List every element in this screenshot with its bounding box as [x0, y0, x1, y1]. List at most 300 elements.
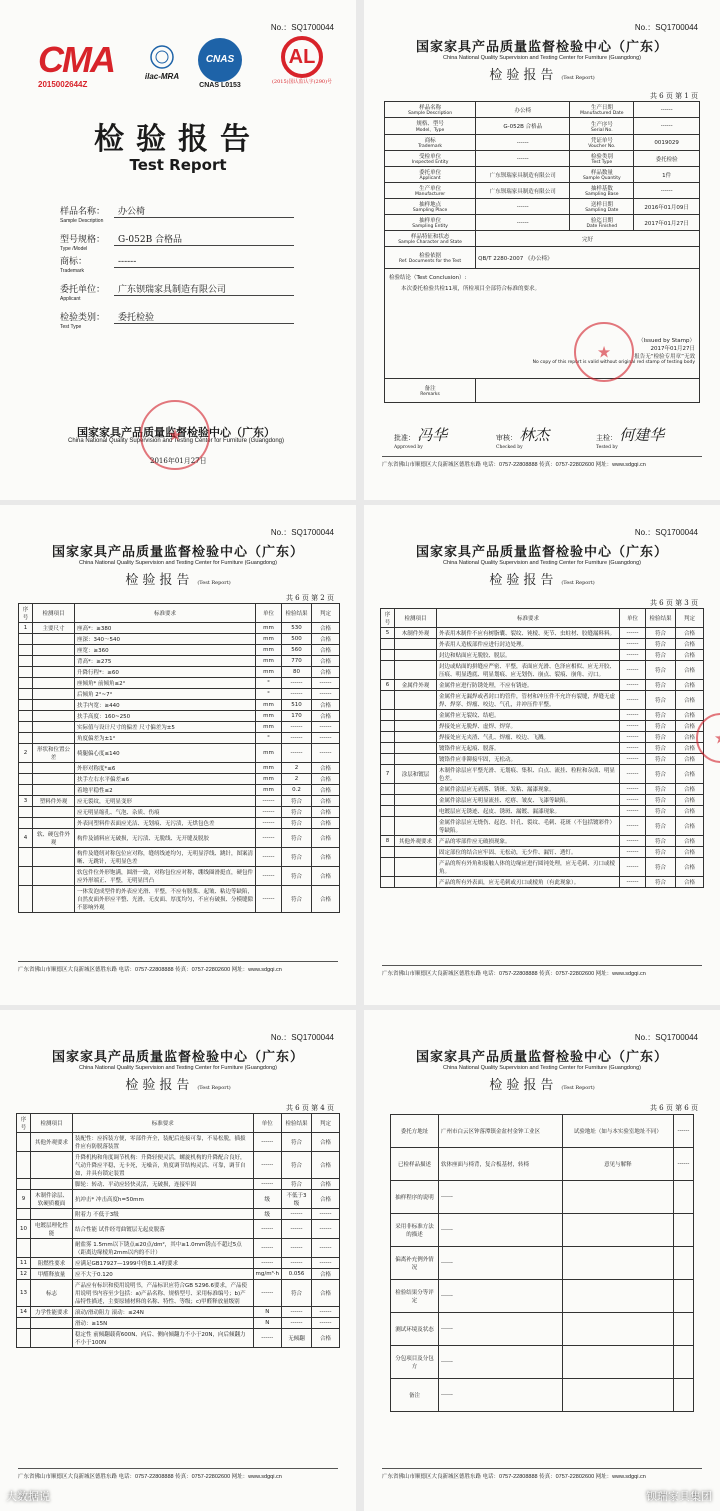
- table-cell: 金属件应进行防锈处理，不应有锈迹。: [437, 680, 620, 691]
- table-cell: [395, 721, 437, 732]
- table-cell: 符合: [646, 680, 676, 691]
- report-page-1: No.：SQ1700044 国家家具产品质量监督检验中心（广东） China National Quality Supervision and Testing Center for Furniture (Guangdong) 检验报告 (Test Report) 共 6 页 第 1 页 样品名称 Sample Description 办公椅 生产日期 Manufactured Date ------ 规格、型号 Model、Type G-052B 合格品 生产序号 Serial No. ------ 商标 Trademark ------ 凭证单号 Voucher No. 0019029 受检单位 Inspected Entity ------ 检验类别 Test Type 委托检验 委托单位 Applicant 广东钡瑞家具制造有限公司 样品数量 Sample Quantity 1件 生产单位 Manufacturer 广东钡瑞家具制造有限公司 抽样基数 Sampling Base ------ 抽样地点 Sampling Place ------ 送样日期 Sampling Date 2016年01月09日 抽样单位 Sampling Entity ------ 验迄日期 Date Finished 2017年01月27日 样品特征和状态 Sample Character and State 完好 检验依据 Ref. Documents for the Test QB/T 2280-2007 《办公椅》 检验结论（Test Conclusion）: 本次委托检验共检11项，所检项目全部符合标准的要求。 （Issued by Stamp） 2017年01月27日 报告无“检验专用章”无效 No copy of this report is valid without original red stamp of testing body 备注 Remarks ★ 批准： 冯华 Approved by 审核： 林杰 Checked by 主检： 何建华 Tested by 广东省佛山市顺德区大良新城区德胜东路 电话：0757-22808888 传真：0757-22802600 网址：www.sdgqi.cn: [364, 0, 720, 500]
- table-cell: [33, 818, 75, 829]
- table-cell: [395, 858, 437, 877]
- table-row: [381, 710, 704, 721]
- table-cell: [395, 784, 437, 795]
- table-row: [17, 1318, 340, 1329]
- table-cell: [562, 1181, 673, 1214]
- table-cell: 合格: [676, 836, 704, 847]
- cnas-logo: CNAS CNAS L0153: [188, 38, 252, 89]
- table-row: [381, 858, 704, 877]
- table-cell: 座深：340～540: [75, 634, 256, 645]
- table-row: [385, 102, 700, 118]
- table-cell: [381, 743, 395, 754]
- table-cell: 合格: [676, 661, 704, 680]
- table-cell: 商标 Trademark: [385, 135, 476, 151]
- table-cell: 扶手内宽：≥440: [75, 700, 256, 711]
- table-cell: 合格: [676, 765, 704, 784]
- table-cell: mm: [256, 711, 282, 722]
- table-cell: 样品名称 Sample Description: [385, 102, 476, 118]
- table-cell: ------: [312, 1209, 340, 1220]
- table-cell: [395, 795, 437, 806]
- table-cell: 后倾角 2°~7°: [75, 689, 256, 700]
- table-cell: [17, 1318, 31, 1329]
- table-cell: 符合: [646, 710, 676, 721]
- table-cell: 合格: [676, 858, 704, 877]
- field-sample: 样品名称： 办公椅 Sample Description: [60, 204, 300, 224]
- table-cell: 扶手高度：160~250: [75, 711, 256, 722]
- table-cell: 170: [282, 711, 312, 722]
- table-cell: 符合: [646, 795, 676, 806]
- table-cell: ------: [673, 1115, 693, 1148]
- table-cell: ------: [476, 199, 570, 215]
- table-cell: ------: [620, 691, 646, 710]
- table-cell: [17, 1329, 31, 1348]
- table-cell: ------: [634, 102, 700, 118]
- table-row: [19, 623, 340, 634]
- table-cell: 结合性能 试件经弯曲镀层无起皮脱落: [73, 1220, 254, 1239]
- cover-subtitle: Test Report: [129, 156, 227, 174]
- table-cell: [395, 710, 437, 721]
- table-cell: ------: [620, 680, 646, 691]
- table-row: [19, 848, 340, 867]
- table-cell: 应满足GB17927—1999中的8.1.4的要求: [73, 1258, 254, 1269]
- table-cell: 产品的零部件应无破损现象。: [437, 836, 620, 847]
- table-row: [391, 1280, 694, 1313]
- table-cell: 符合: [646, 877, 676, 888]
- table-cell: 规格、型号 Model、Type: [385, 118, 476, 135]
- table-cell: [33, 733, 75, 744]
- table-row: [19, 689, 340, 700]
- table-cell: 1件: [634, 167, 700, 183]
- table-cell: 合格: [312, 667, 340, 678]
- table-cell: 符合: [646, 650, 676, 661]
- table-cell: ------: [439, 1346, 563, 1379]
- table-cell: 样品数量 Sample Quantity: [570, 167, 634, 183]
- table-cell: [395, 661, 437, 680]
- table-cell: 抽样地点 Sampling Place: [385, 199, 476, 215]
- table-cell: 合格: [312, 1133, 340, 1152]
- table-cell: 意见与解释: [562, 1148, 673, 1181]
- table-cell: 镀铬件应非铆接牢固，无松动。: [437, 754, 620, 765]
- table-cell: 7: [381, 765, 395, 784]
- check-signature: 审核： 林杰 Checked by: [496, 426, 550, 450]
- table-cell: 合格: [312, 763, 340, 774]
- table-cell: 合格: [312, 867, 340, 886]
- table-cell: [33, 848, 75, 867]
- table-cell: 软、硬包件外观: [33, 829, 75, 848]
- table-cell: ------: [476, 215, 570, 231]
- table-cell: 脚轮：转动、平动应轻快灵活，无破损，连接牢固: [73, 1179, 254, 1190]
- table-cell: 合格: [312, 1280, 340, 1307]
- table-cell: [381, 806, 395, 817]
- table-cell: [17, 1209, 31, 1220]
- table-cell: mm: [256, 623, 282, 634]
- table-cell: [31, 1329, 73, 1348]
- table-cell: 受检单位 Inspected Entity: [385, 151, 476, 167]
- table-cell: [395, 806, 437, 817]
- table-row: [19, 796, 340, 807]
- table-row: [17, 1133, 340, 1152]
- table-cell: [381, 754, 395, 765]
- table-cell: 外表用人造板部件应进行封边处理。: [437, 639, 620, 650]
- table-cell: 合格: [312, 785, 340, 796]
- table-row: [391, 1181, 694, 1214]
- table-cell: 木制件外观: [395, 628, 437, 639]
- table-cell: ------: [312, 1307, 340, 1318]
- table-cell: 力学性能要求: [31, 1307, 73, 1318]
- table-row: [17, 1190, 340, 1209]
- table-cell: 符合: [282, 829, 312, 848]
- table-cell: 构件及缝纫对称包位应对称，缝纫线迹均匀，无明显浮线、跳针，图案清晰、无跳针，无明显色差: [75, 848, 256, 867]
- table-cell: [33, 656, 75, 667]
- test-stamp: [574, 322, 634, 382]
- table-row: [391, 1313, 694, 1346]
- table-cell: [33, 700, 75, 711]
- table-cell: 滑动：≥15N: [73, 1318, 254, 1329]
- table-cell: [673, 1247, 693, 1280]
- table-header-cell: 检测项目: [31, 1114, 73, 1133]
- table-row: [381, 650, 704, 661]
- table-cell: [562, 1379, 673, 1412]
- table-cell: 广东钡瑞家具制造有限公司: [476, 167, 570, 183]
- table-row: [381, 817, 704, 836]
- table-row: [19, 818, 340, 829]
- table-cell: ------: [439, 1181, 563, 1214]
- table-row: [17, 1220, 340, 1239]
- table-cell: 500: [282, 634, 312, 645]
- table-cell: N: [253, 1318, 282, 1329]
- table-cell: 符合: [282, 807, 312, 818]
- table-cell: ------: [312, 1258, 340, 1269]
- report-number: No.：SQ1700044: [270, 23, 334, 32]
- table-cell: 甲醛释放量: [31, 1269, 73, 1280]
- table-row: [381, 806, 704, 817]
- table-cell: 合格: [676, 877, 704, 888]
- table-cell: 12: [17, 1269, 31, 1280]
- table-row: [19, 774, 340, 785]
- table-cell: 合格: [312, 656, 340, 667]
- table-cell: 升降机构和角度调节机构：升降轻便灵活，螺旋机构的升降配合良好，气动升降应平稳，无卡死，无噪音，角度调节结构灵活、可靠，调节自如，并具有锁定装置: [73, 1152, 254, 1179]
- table-cell: [673, 1379, 693, 1412]
- table-cell: 应无明显缩孔、气泡、杂质、伤痕: [75, 807, 256, 818]
- cover-title: 检验报告: [94, 122, 262, 157]
- table-row: [381, 784, 704, 795]
- table-row: [19, 807, 340, 818]
- table-cell: 2: [282, 774, 312, 785]
- table-header-cell: 序号: [17, 1114, 31, 1133]
- cma-logo: CMA 2015002644Z: [38, 39, 114, 89]
- table-cell: [395, 754, 437, 765]
- table-cell: 其他外观要求: [31, 1133, 73, 1152]
- table-row: [391, 1214, 694, 1247]
- table-cell: 合格: [676, 806, 704, 817]
- table-cell: 金属件应无漏焊或者封口的管件，管材和冲压件不允许有裂缝，焊缝无虚焊、焊穿、焊瘤、咬边、气孔，并冲压件平整。: [437, 691, 620, 710]
- table-cell: 金属件外观: [395, 680, 437, 691]
- table-row: [17, 1269, 340, 1280]
- table-row: [19, 700, 340, 711]
- table-cell: [562, 1214, 673, 1247]
- table-cell: ------: [253, 1179, 282, 1190]
- table-cell: 合格: [312, 1179, 340, 1190]
- table-cell: ------: [312, 1239, 340, 1258]
- table-cell: 符合: [646, 754, 676, 765]
- table-row: [381, 661, 704, 680]
- table-cell: [562, 1280, 673, 1313]
- table-cell: 合格: [676, 721, 704, 732]
- table-header-cell: 单位: [620, 609, 646, 628]
- table-row: [19, 634, 340, 645]
- table-cell: ------: [312, 1318, 340, 1329]
- table-cell: 合格: [676, 817, 704, 836]
- center-title: 国家家具产品质量监督检验中心（广东）: [415, 40, 668, 55]
- table-cell: ------: [256, 867, 282, 886]
- table-cell: 耐盐雾 1.5mm以下锈点≤20点/dm²，其中≥1.0mm锈点不超过5点（距离边缘棱角2mm以内的不计）: [73, 1239, 254, 1258]
- table-cell: [17, 1239, 31, 1258]
- table-cell: [17, 1152, 31, 1179]
- table-cell: 焊接处应无脱焊、虚焊、焊穿。: [437, 721, 620, 732]
- table-row: [19, 733, 340, 744]
- table-cell: ------: [256, 818, 282, 829]
- table-cell: 合格: [312, 796, 340, 807]
- table-cell: [381, 710, 395, 721]
- cover-date: 2016年01月27日: [150, 457, 207, 465]
- table-cell: 0.2: [282, 785, 312, 796]
- table-cell: 510: [282, 700, 312, 711]
- table-cell: 6: [381, 680, 395, 691]
- table-cell: 生产日期 Manufactured Date: [570, 102, 634, 118]
- table-row: [19, 886, 340, 913]
- table-cell: ------: [312, 678, 340, 689]
- table-cell: 封边或贴面的拼缝应严密、平整，表面应光滑、色泽应相似、应无开胶、压痕、明显透底、明显划痕、应无划伤、崩点、裂痕、崩角、刃口。: [437, 661, 620, 680]
- table-cell: ------: [439, 1214, 563, 1247]
- table-row: [385, 135, 700, 151]
- table-cell: 4: [19, 829, 33, 848]
- table-cell: 合格: [312, 886, 340, 913]
- table-cell: 外形对称度*≤6: [75, 763, 256, 774]
- table-cell: °: [256, 678, 282, 689]
- table-cell: 抽样基数 Sampling Base: [570, 183, 634, 199]
- table-cell: ------: [620, 836, 646, 847]
- table-cell: 合格: [312, 1329, 340, 1348]
- table-cell: ------: [253, 1133, 282, 1152]
- table-cell: 合格: [676, 732, 704, 743]
- table-cell: 合格: [676, 680, 704, 691]
- table-cell: mm: [256, 774, 282, 785]
- watermark-left: 大数据说: [6, 1491, 50, 1503]
- table-cell: ------: [282, 1239, 312, 1258]
- table-cell: [19, 689, 33, 700]
- table-cell: [395, 639, 437, 650]
- table-cell: [33, 667, 75, 678]
- report-page-2: No.：SQ1700044 国家家具产品质量监督检验中心（广东） China National Quality Supervision and Testing Center for Furniture (Guangdong) 检验报告 (Test Report) 共 6 页 第 2 页 序号 检测项目 标准要求 单位 检验结果 判定 1 主要尺寸 座高*：≥380 mm 530 合格 座深：340～540 mm 500 合格 座宽：≥360 mm 560 合格 背高*：≥275 mm 770 合格 升降行程*：≥60 mm 80 合格 座倾角* 前倾角≤2° ° ------ ------ 后倾角 2°~7° ° ------ ------ 扶手内宽：≥440 mm 510 合格 扶手高度：160~250 mm 170 合格 实际值与设计尺寸的偏差 尺寸偏差为±5 mm ------ ------ 角度偏差为±1° ° ------ ------ 2 形状和位置公差 椅腿偏心度≤140 mm ------ ------ 外形对称度*≤6 mm 2 合格 扶手左右水平偏差≤6 mm 2 合格 着地平稳性≤2 mm 0.2 合格 3 塑料件外观 应无裂纹，无明显变形 ------ 符合 合格 应无明显缩孔、气泡、杂质、伤痕 ------ 符合 合格 外表同塑料件表面应光洁、无划痕、无污渍，无烘包色差 ------ 符合 合格 4 软、硬包件外观 构件及铺料应无破损，无污渍、无脱线、无开缝及脱胶 ------ 符合 合格 构件及缝纫对称包位应对称，缝纫线迹均匀，无明显浮线、跳针，图案清晰、无跳针，无明显色差 ------ 符合 合格 软包件位外形饱满，圆滑一致，对称包位应对称，绷线圈滑挺直，硬包件应外形端正、平整，无明显凹凸 ------ 符合 合格 一体发泡成型件的外表应光滑、平整，不应有脱浆、起皱、粘边等缺陷，自然皮面外形应平整、光滑，无皮面、厚度均匀，不应有破损、分模缝隙不影响外观 ------ 符合 合格 广东省佛山市顺德区大良新城区德胜东路 电话：0757-22808888 传真：0757-22802600 网址：www.sdgqi.cn: [0, 505, 356, 1005]
- table-header-cell: 序号: [19, 604, 33, 623]
- table-cell: ------: [282, 1258, 312, 1269]
- table-cell: [17, 1133, 31, 1152]
- table-cell: ------: [620, 817, 646, 836]
- table-cell: 已检样品描述: [391, 1148, 439, 1181]
- table-cell: mm: [256, 667, 282, 678]
- table-cell: 电镀层理化性能: [31, 1220, 73, 1239]
- table-cell: 80: [282, 667, 312, 678]
- table-cell: 级: [253, 1190, 282, 1209]
- table-cell: 符合: [282, 867, 312, 886]
- table-cell: 合格: [676, 754, 704, 765]
- table-cell: ------: [439, 1280, 563, 1313]
- table-cell: 合格: [312, 818, 340, 829]
- table-row: [381, 691, 704, 710]
- table-cell: [381, 795, 395, 806]
- table-cell: ------: [312, 689, 340, 700]
- table-cell: 合格: [312, 645, 340, 656]
- table-row: [19, 667, 340, 678]
- table-cell: [19, 667, 33, 678]
- table-cell: [381, 639, 395, 650]
- table-row: [19, 656, 340, 667]
- field-applicant: 委托单位： 广东钡瑞家具制造有限公司 Applicant: [60, 282, 300, 302]
- table-cell: 2017年01月27日: [634, 215, 700, 231]
- table-cell: 办公椅: [476, 102, 570, 118]
- table-cell: [19, 645, 33, 656]
- table-cell: 采用非标准方法的描述: [391, 1214, 439, 1247]
- table-cell: [562, 1346, 673, 1379]
- cover-org-cn: 国家家具产品质量监督检验中心（广东）: [77, 426, 275, 439]
- table-cell: ------: [253, 1280, 282, 1307]
- table-cell: ------: [282, 722, 312, 733]
- table-cell: 8: [381, 836, 395, 847]
- report-page-4: No.：SQ1700044 国家家具产品质量监督检验中心（广东） China National Quality Supervision and Testing Center for Furniture (Guangdong) 检验报告 (Test Report) 共 6 页 第 4 页 序号 检测项目 标准要求 单位 检验结果 判定 其他外观要求 装配性：应拆装方便，零部件齐全，装配后连接可靠，不易松脱，插拔件应有防脱落装置 ------ 符合 合格 升降机构和角度调节机构：升降轻便灵活，螺旋机构的升降配合良好，气动升降应平稳，无卡死，无噪音，角度调节结构灵活、可靠，调节自如，并具有锁定装置 ------ 符合 合格 脚轮：转动、平动应轻快灵活，无破损，连接牢固 ------ 符合 合格 9 木制件涂层、软硬质覆面 抗冲击* 冲击高度h=50mm 级 不低于3级 合格 附着力 不低于3级 级 ------ ------ 10 电镀层理化性能 结合性能 试件经弯曲镀层无起皮脱落 ------ ------ ------ 耐盐雾 1.5mm以下锈点≤20点/dm²，其中≥1.0mm锈点不超过5点（距离边缘棱角2mm以内的不计） ------ ------ ------ 11 阻燃性要求 应满足GB17927—1999中的8.1.4的要求 ------ ------ ------ 12 甲醛释放量 应不大于0.120 mg/m³·h 0.056 合格 13 标志 产品应有标识和使用说明书，产品标识应符合GB 5296.6要求，产品使用说明书内容至少包括：a)产品名称、规格型号、采用标准编号；b)产品特性描述，主要原辅材料的名称、特性、等级；c)甲醛释放量级别 ------ 符合 合格 14 力学性能要求 滚动/滑动阻力 滚动：≤24N N ------ ------ 滑动：≥15N N ------ ------ 稳定性 前倾翻载荷600N、向后、侧向倾翻力不小于20N，向后倾翻力不小于100N ------ 无倾翻 合格 广东省佛山市顺德区大良新城区德胜东路 电话：0757-22808888 传真：0757-22802600 网址：www.sdgqi.cn 大数据说: [0, 1010, 356, 1511]
- report-page-6: No.：SQ1700044 国家家具产品质量监督检验中心（广东） China National Quality Supervision and Testing Center for Furniture (Guangdong) 检验报告 (Test Report) 共 6 页 第 6 页 委托方地址 广州市白云区钟落潭镇金盆村金钟工业区 试验地址（如与本实验室地址不同） ------ 已检样品描述 软体座面与椅背，复合板基材，转椅 意见与解释 ------ 抽样程序的说明 ------ 采用非标准方法的描述 ------ 偏离补充例外情况 ------ 检验结果分等评定 ------ 测试环境及状态 ------ 分包项目及分包方 ------ 备注 ------ 广东省佛山市顺德区大良新城区德胜东路 电话：0757-22808888 传真：0757-22802600 网址：www.sdgqi.cn 钡瑞家具集团: [364, 1010, 720, 1511]
- table-cell: 座宽：≥360: [75, 645, 256, 656]
- table-cell: 560: [282, 645, 312, 656]
- table-cell: mm: [256, 785, 282, 796]
- table-cell: [673, 1181, 693, 1214]
- table-cell: 实际值与设计尺寸的偏差 尺寸偏差为±5: [75, 722, 256, 733]
- table-cell: 符合: [646, 765, 676, 784]
- table-cell: ------: [253, 1258, 282, 1269]
- table-cell: 木制件涂层应平整光滑、无划痕、集积、白点、流挂、粒粒和杂渍、明显色差。: [437, 765, 620, 784]
- table-cell: 合格: [312, 1152, 340, 1179]
- table-cell: ------: [282, 689, 312, 700]
- table-cell: 符合: [646, 732, 676, 743]
- table-row: [19, 867, 340, 886]
- sample-info-table: 样品名称 Sample Description 办公椅 生产日期 Manufactured Date ------ 规格、型号 Model、Type G-052B 合格品 生产序号 Serial No. ------ 商标 Trademark ------ 凭证单号 Voucher No. 0019029 受检单位 Inspected Entity ------ 检验类别 Test Type 委托检验 委托单位 Applicant 广东钡瑞家具制造有限公司 样品数量 Sample Quantity 1件 生产单位 Manufacturer 广东钡瑞家具制造有限公司 抽样基数 Sampling Base ------ 抽样地点 Sampling Place ------ 送样日期 Sampling Date 2016年01月09日 抽样单位 Sampling Entity ------ 验迄日期 Date Finished 2017年01月27日 样品特征和状态 Sample Character and State 完好 检验依据 Ref. Documents for the Test QB/T 2280-2007 《办公椅》 检验结论（Test Conclusion）: 本次委托检验共检11项，所检项目全部符合标准的要求。 （Issued by Stamp） 2017年01月27日 报告无“检验专用章”无效 No copy of this report is valid without original red stamp of testing body 备注 Remarks: [384, 101, 700, 403]
- table-cell: ------: [282, 678, 312, 689]
- table-cell: 软体座面与椅背，复合板基材，转椅: [439, 1148, 563, 1181]
- table-cell: 符合: [646, 691, 676, 710]
- report-page-3: No.：SQ1700044 国家家具产品质量监督检验中心（广东） China National Quality Supervision and Testing Center for Furniture (Guangdong) 检验报告 (Test Report) 共 6 页 第 3 页 序号 检测项目 标准要求 单位 检验结果 判定 5 木制件外观 外表用木制件不应有树脂囊、裂纹、钝棱、死节、虫蛀材、胶缝漏料料。 ------ 符合 合格 外表用人造板部件应进行封边处理。 ------ 符合 合格 封边和贴面应无脱胶、脱层。 ------ 符合 合格 封边或贴面的拼缝应严密、平整，表面应光滑、色泽应相似、应无开胶、压痕、明显透底、明显划痕、应无划伤、崩点、裂痕、崩角、刃口。 ------ 符合 合格 6 金属件外观 金属件应进行防锈处理，不应有锈迹。 ------ 符合 合格 金属件应无漏焊或者封口的管件，管材和冲压件不允许有裂缝，焊缝无虚焊、焊穿、焊瘤、咬边、气孔，并冲压件平整。 ------ 符合 合格 金属件应无裂纹、结疤。 ------ 符合 合格 焊接处应无脱焊、虚焊、焊穿。 ------ 符合 合格 焊接处应无夹渣、气孔、焊瘤、咬边、飞溅。 ------ 符合 合格 镀铬件应无起痕、脱落。 ------ 符合 合格 镀铬件应非铆接牢固，无松动。 ------ 符合 合格 7 涂层和镀层 木制件涂层应平整光滑、无划痕、集积、白点、流挂、粒粒和杂渍、明显色差。 ------ 符合 合格 金属件涂层应无剥落、锈斑、发粘、漏漆现象。 ------ 符合 合格 金属件涂层应无明显流挂、疙瘩、皱皮、飞漆等缺陷。 ------ 符合 合格 电镀层应无锈迹、起皮、锈斑、漏镀、漏漆现象。 ------ 符合 合格 金属件涂层应无烧伤、起泡、针孔、裂纹、毛刺、花斑（不包括镀彩件）等缺陷。 ------ 符合 合格 8 其他外观要求 产品的零部件应无破损现象。 ------ 符合 合格 固定部位的结合应牢固、无松动，无少件、漏钉、透钉。 ------ 符合 合格 产品的所有外角和接触人体的边缘应进行圆钝处理，应无毛刺、刃口或棱角。 ------ 符合 合格 产品的所有外表面，应无毛刺或刃口或棱角（有此现象）。 ------ 符合 合格 ★ 广东省佛山市顺德区大良新城区德胜东路 电话：0757-22808888 传真：0757-22802600 网址：www.sdgqi.cn: [364, 505, 720, 1005]
- table-header-cell: 判定: [312, 604, 340, 623]
- table-cell: 符合: [646, 847, 676, 858]
- table-header-cell: 序号: [381, 609, 395, 628]
- table-cell: [395, 732, 437, 743]
- table-cell: 合格: [312, 774, 340, 785]
- table-cell: 14: [17, 1307, 31, 1318]
- table-cell: ------: [256, 829, 282, 848]
- table-cell: [381, 721, 395, 732]
- table-cell: 符合: [282, 1133, 312, 1152]
- table-cell: 凭证单号 Voucher No.: [570, 135, 634, 151]
- table-cell: ------: [476, 151, 570, 167]
- table-cell: ------: [282, 1220, 312, 1239]
- table-cell: 合格: [676, 743, 704, 754]
- table-cell: 合格: [676, 795, 704, 806]
- table-cell: [33, 867, 75, 886]
- table-cell: 广州市白云区钟落潭镇金盆村金钟工业区: [439, 1115, 563, 1148]
- table-cell: 符合: [646, 628, 676, 639]
- table-cell: [19, 711, 33, 722]
- table-cell: [33, 678, 75, 689]
- table-row: [17, 1329, 340, 1348]
- table-cell: 产品的所有外角和接触人体的边缘应进行圆钝处理，应无毛刺、刃口或棱角。: [437, 858, 620, 877]
- table-cell: 符合: [646, 743, 676, 754]
- table-cell: [395, 877, 437, 888]
- table-cell: 测试环境及状态: [391, 1313, 439, 1346]
- table-cell: ------: [256, 848, 282, 867]
- table-cell: 镀铬件应无起痕、脱落。: [437, 743, 620, 754]
- table-cell: [19, 785, 33, 796]
- table-cell: 符合: [646, 858, 676, 877]
- table-cell: 木制件涂层、软硬质覆面: [31, 1190, 73, 1209]
- table-row: [385, 167, 700, 183]
- table-cell: 椅腿偏心度≤140: [75, 744, 256, 763]
- table-cell: [19, 848, 33, 867]
- table-row: [17, 1179, 340, 1190]
- test-items-table-1: [18, 603, 340, 913]
- table-cell: ------: [282, 1318, 312, 1329]
- table-cell: [33, 634, 75, 645]
- table-cell: 合格: [676, 784, 704, 795]
- table-cell: mg/m³·h: [253, 1269, 282, 1280]
- table-row: [385, 183, 700, 199]
- table-cell: 金属件应无裂纹、结疤。: [437, 710, 620, 721]
- table-cell: 770: [282, 656, 312, 667]
- table-cell: [381, 691, 395, 710]
- test-items-table-2: [380, 608, 704, 888]
- table-cell: [19, 818, 33, 829]
- table-cell: [19, 867, 33, 886]
- table-cell: 试验地址（如与本实验室地址不同）: [562, 1115, 673, 1148]
- table-cell: 符合: [646, 721, 676, 732]
- table-cell: mm: [256, 634, 282, 645]
- table-cell: 合格: [312, 1269, 340, 1280]
- table-cell: ------: [312, 744, 340, 763]
- table-cell: mm: [256, 656, 282, 667]
- table-cell: ------: [312, 722, 340, 733]
- table-cell: [19, 807, 33, 818]
- table-cell: [395, 743, 437, 754]
- table-cell: [381, 877, 395, 888]
- table-cell: 抗冲击* 冲击高度h=50mm: [73, 1190, 254, 1209]
- table-cell: ------: [282, 1307, 312, 1318]
- table-cell: [19, 722, 33, 733]
- table-cell: [19, 763, 33, 774]
- table-cell: 2016年01月09日: [634, 199, 700, 215]
- table-cell: [395, 817, 437, 836]
- table-cell: [673, 1346, 693, 1379]
- table-cell: ------: [282, 744, 312, 763]
- table-cell: ------: [634, 183, 700, 199]
- table-cell: ------: [620, 661, 646, 680]
- table-row: [381, 680, 704, 691]
- report-title: 检验报告 (Test Report): [489, 68, 595, 83]
- table-cell: 升降行程*：≥60: [75, 667, 256, 678]
- table-cell: 合格: [676, 710, 704, 721]
- table-cell: 11: [17, 1258, 31, 1269]
- table-cell: 主要尺寸: [33, 623, 75, 634]
- table-row: [19, 645, 340, 656]
